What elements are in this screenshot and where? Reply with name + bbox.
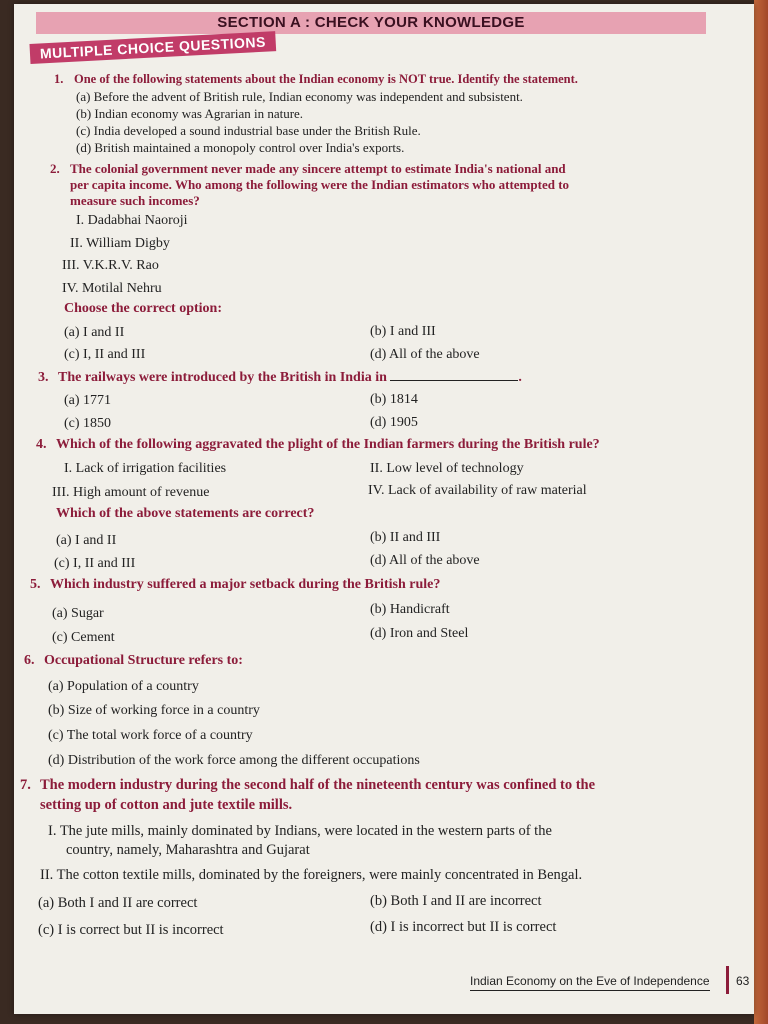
q4-instruction: Which of the above statements are correct?: [56, 506, 315, 521]
q4-option-b: (b) II and III: [370, 530, 441, 545]
q3-option-d: (d) 1905: [370, 415, 418, 430]
section-title: SECTION A : CHECK YOUR KNOWLEDGE: [36, 12, 706, 34]
q5-option-b: (b) Handicraft: [370, 602, 450, 617]
page-edge: [754, 0, 768, 1024]
q3-option-b: (b) 1814: [370, 392, 418, 407]
question-3-text: The railways were introduced by the British in India in: [58, 370, 387, 385]
q4-option-d: (d) All of the above: [370, 553, 480, 568]
question-4: 4. Which of the following aggravated the plight of the Indian farmers during the British rule?: [36, 437, 600, 452]
question-2: 2. The colonial government never made any sincere attempt to estimate India's national and: [50, 161, 566, 176]
q2-option-c: (c) I, II and III: [64, 347, 146, 362]
question-5-text: Which industry suffered a major setback during the British rule?: [50, 577, 441, 592]
q2-statement-2: II. William Digby: [70, 236, 170, 251]
q7-option-d: (d) I is incorrect but II is correct: [370, 919, 557, 935]
q2-option-b: (b) I and III: [370, 324, 436, 339]
q3-option-c: (c) 1850: [64, 416, 112, 431]
q2-statement-4: IV. Motilal Nehru: [62, 281, 162, 296]
question-5: 5. Which industry suffered a major setback during the British rule?: [30, 577, 441, 592]
answer-blank: [390, 368, 518, 381]
q2-statement-1: I. Dadabhai Naoroji: [76, 213, 188, 228]
q4-statement-1: I. Lack of irrigation facilities: [64, 461, 227, 476]
q7-statement-1-cont: country, namely, Maharashtra and Gujarat: [66, 842, 310, 858]
question-7: 7. The modern industry during the second half of the nineteenth century was confined to the: [20, 777, 596, 793]
q4-statement-4: IV. Lack of availability of raw material: [368, 483, 587, 498]
q7-option-b: (b) Both I and II are incorrect: [370, 893, 542, 909]
q4-option-c: (c) I, II and III: [54, 556, 136, 571]
q2-statement-3: III. V.K.R.V. Rao: [62, 258, 159, 273]
q2-option-d: (d) All of the above: [370, 347, 480, 362]
question-1: 1. One of the following statements about the Indian economy is NOT true. Identify the statement.: [54, 72, 578, 86]
question-2-line-2: per capita income. Who among the following were the Indian estimators who attempted to: [70, 177, 570, 192]
q6-option-d: (d) Distribution of the work force among the different occupations: [48, 753, 420, 768]
q7-option-a: (a) Both I and II are correct: [38, 895, 198, 911]
question-2-line-3: measure such incomes?: [70, 193, 200, 208]
q1-option-a: (a) Before the advent of British rule, Indian economy was independent and subsistent.: [76, 89, 523, 104]
q5-option-d: (d) Iron and Steel: [370, 626, 469, 641]
q7-statement-2: II. The cotton textile mills, dominated by the foreigners, were mainly concentrated in Bengal.: [40, 867, 583, 883]
q2-instruction: Choose the correct option:: [64, 301, 222, 316]
question-6: 6. Occupational Structure refers to:: [24, 653, 243, 668]
question-2-line-1: The colonial government never made any sincere attempt to estimate India's national and: [70, 161, 566, 176]
q7-statement-1: I. The jute mills, mainly dominated by Indians, were located in the western parts of the: [48, 823, 552, 839]
question-1-text: One of the following statements about the Indian economy is NOT true. Identify the statement.: [74, 72, 578, 86]
page-number: 63: [736, 974, 750, 988]
footer-divider: [726, 966, 729, 994]
q1-option-b: (b) Indian economy was Agrarian in nature.: [76, 106, 304, 121]
textbook-page: [14, 4, 754, 1014]
q4-statement-3: III. High amount of revenue: [52, 485, 210, 500]
question-7-line-1: The modern industry during the second half of the nineteenth century was confined to the: [40, 777, 596, 793]
q5-option-a: (a) Sugar: [52, 606, 104, 621]
q1-option-c: (c) India developed a sound industrial base under the British Rule.: [76, 123, 421, 138]
question-7-line-2: setting up of cotton and jute textile mills.: [40, 797, 293, 813]
question-4-text: Which of the following aggravated the plight of the Indian farmers during the British rule?: [56, 437, 600, 452]
q7-option-c: (c) I is correct but II is incorrect: [38, 922, 224, 938]
chapter-footer: Indian Economy on the Eve of Independence: [470, 974, 710, 991]
q6-option-c: (c) The total work force of a country: [48, 728, 253, 743]
q4-option-a: (a) I and II: [56, 533, 117, 548]
q6-option-b: (b) Size of working force in a country: [48, 703, 260, 718]
q6-option-a: (a) Population of a country: [48, 679, 199, 694]
q4-statement-2: II. Low level of technology: [370, 461, 524, 476]
question-6-text: Occupational Structure refers to:: [44, 653, 243, 668]
q2-option-a: (a) I and II: [64, 325, 125, 340]
q3-option-a: (a) 1771: [64, 393, 112, 408]
q5-option-c: (c) Cement: [52, 630, 115, 645]
mcq-tab: MULTIPLE CHOICE QUESTIONS: [29, 31, 276, 64]
question-3: 3. The railways were introduced by the British in India in .: [38, 370, 522, 385]
q1-option-d: (d) British maintained a monopoly control over India's exports.: [76, 140, 405, 155]
